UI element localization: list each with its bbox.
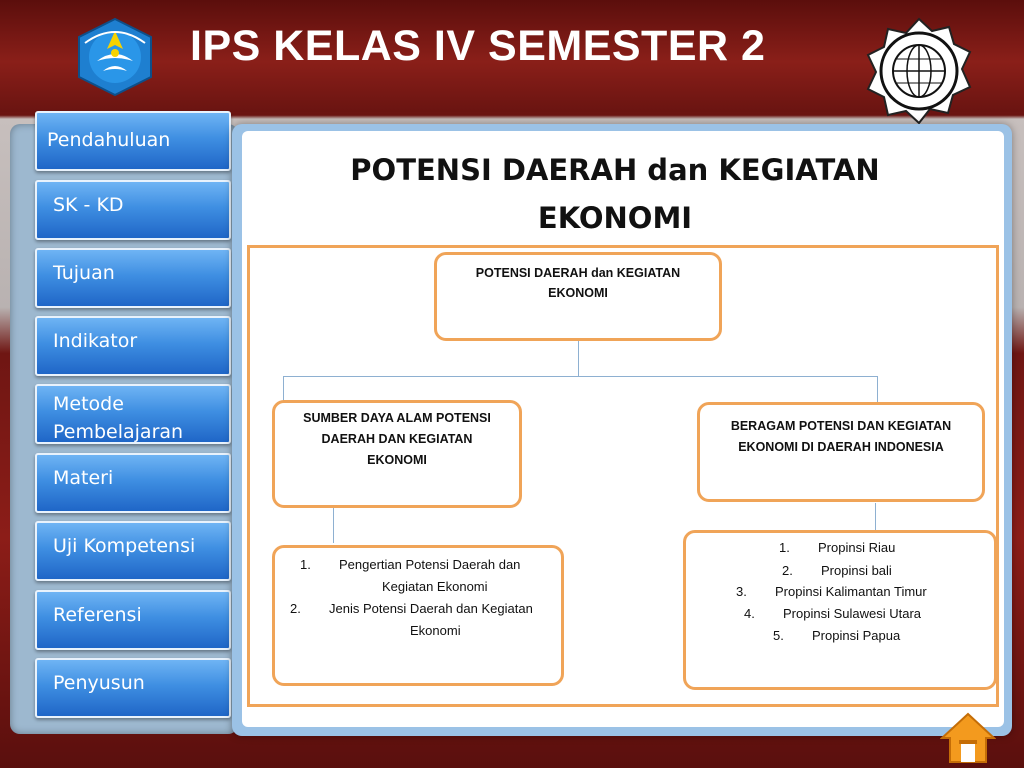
nav-referensi-button[interactable] (35, 590, 231, 650)
right-list-item-2-text: Propinsi bali (821, 563, 892, 578)
right-list-item-3-text: Propinsi Kalimantan Timur (775, 584, 927, 599)
home-button[interactable] (940, 712, 996, 764)
left-node-line2: DAERAH DAN KEGIATAN (321, 432, 473, 446)
left-list-item-1-num: 1. (300, 557, 311, 572)
nav-uji-kompetensi-button[interactable] (35, 521, 231, 581)
right-node-line1: BERAGAM POTENSI DAN KEGIATAN (730, 419, 952, 433)
nav-label: Referensi (53, 604, 142, 626)
left-node-line1: SUMBER DAYA ALAM POTENSI (303, 411, 491, 425)
nav-pendahuluan-button[interactable] (35, 111, 231, 171)
connector-left-list (333, 505, 334, 543)
nav-materi-button[interactable] (35, 453, 231, 513)
diagram-left-node (272, 400, 522, 508)
right-node-line2: EKONOMI DI DAERAH INDONESIA (738, 440, 944, 454)
root-line1: POTENSI DAERAH dan KEGIATAN (475, 266, 681, 280)
nav-label: SK - KD (53, 194, 124, 216)
nav-penyusun-button[interactable] (35, 658, 231, 718)
slide-title-line2: EKONOMI (537, 201, 693, 235)
slide-title-line1: POTENSI DAERAH dan KEGIATAN (350, 153, 880, 187)
right-list-item-5-num: 5. (773, 628, 784, 643)
nav-indikator-button[interactable] (35, 316, 231, 376)
home-icon (940, 712, 996, 764)
left-list-item-2-num: 2. (290, 601, 301, 616)
nav-label: Tujuan (53, 262, 115, 284)
left-node-line3: EKONOMI (367, 453, 427, 467)
nav-label: Penyusun (53, 672, 145, 694)
right-list-item-4-num: 4. (744, 606, 755, 621)
nav-label: Pendahuluan (47, 129, 171, 151)
nav-tujuan-button[interactable] (35, 248, 231, 308)
connector-right-list (875, 503, 876, 531)
right-list-item-1-text: Propinsi Riau (818, 540, 896, 555)
left-list-item-2-line2: Ekonomi (410, 623, 461, 638)
right-list-item-2-num: 2. (782, 563, 793, 578)
right-list-item-4-text: Propinsi Sulawesi Utara (783, 606, 922, 621)
nav-label-line1: Metode (53, 393, 124, 415)
connector-horizontal (283, 376, 878, 377)
connector-right-down (877, 376, 878, 404)
nav-metode-pembelajaran-button[interactable] (35, 384, 231, 444)
tut-wuri-handayani-logo (75, 17, 155, 97)
root-line2: EKONOMI (548, 286, 608, 300)
left-list-item-1-line2: Kegiatan Ekonomi (382, 579, 488, 594)
school-seal-logo (864, 17, 974, 127)
page-title: IPS KELAS IV SEMESTER 2 (190, 22, 766, 70)
right-list-item-3-num: 3. (736, 584, 747, 599)
left-list-item-2-line1: Jenis Potensi Daerah dan Kegiatan (329, 601, 533, 616)
connector-root-down (578, 340, 579, 376)
diagram-root-node (434, 252, 722, 341)
nav-label: Indikator (53, 330, 138, 352)
nav-label: Uji Kompetensi (53, 535, 196, 557)
nav-label-line2: Pembelajaran (53, 421, 184, 443)
left-list-item-1-line1: Pengertian Potensi Daerah dan (339, 557, 521, 572)
nav-label: Materi (53, 467, 114, 489)
nav-sk-kd-button[interactable] (35, 180, 231, 240)
right-list-item-5-text: Propinsi Papua (812, 628, 901, 643)
slide-title (300, 146, 930, 242)
right-list-item-1-num: 1. (779, 540, 790, 555)
diagram-right-node (697, 402, 985, 502)
